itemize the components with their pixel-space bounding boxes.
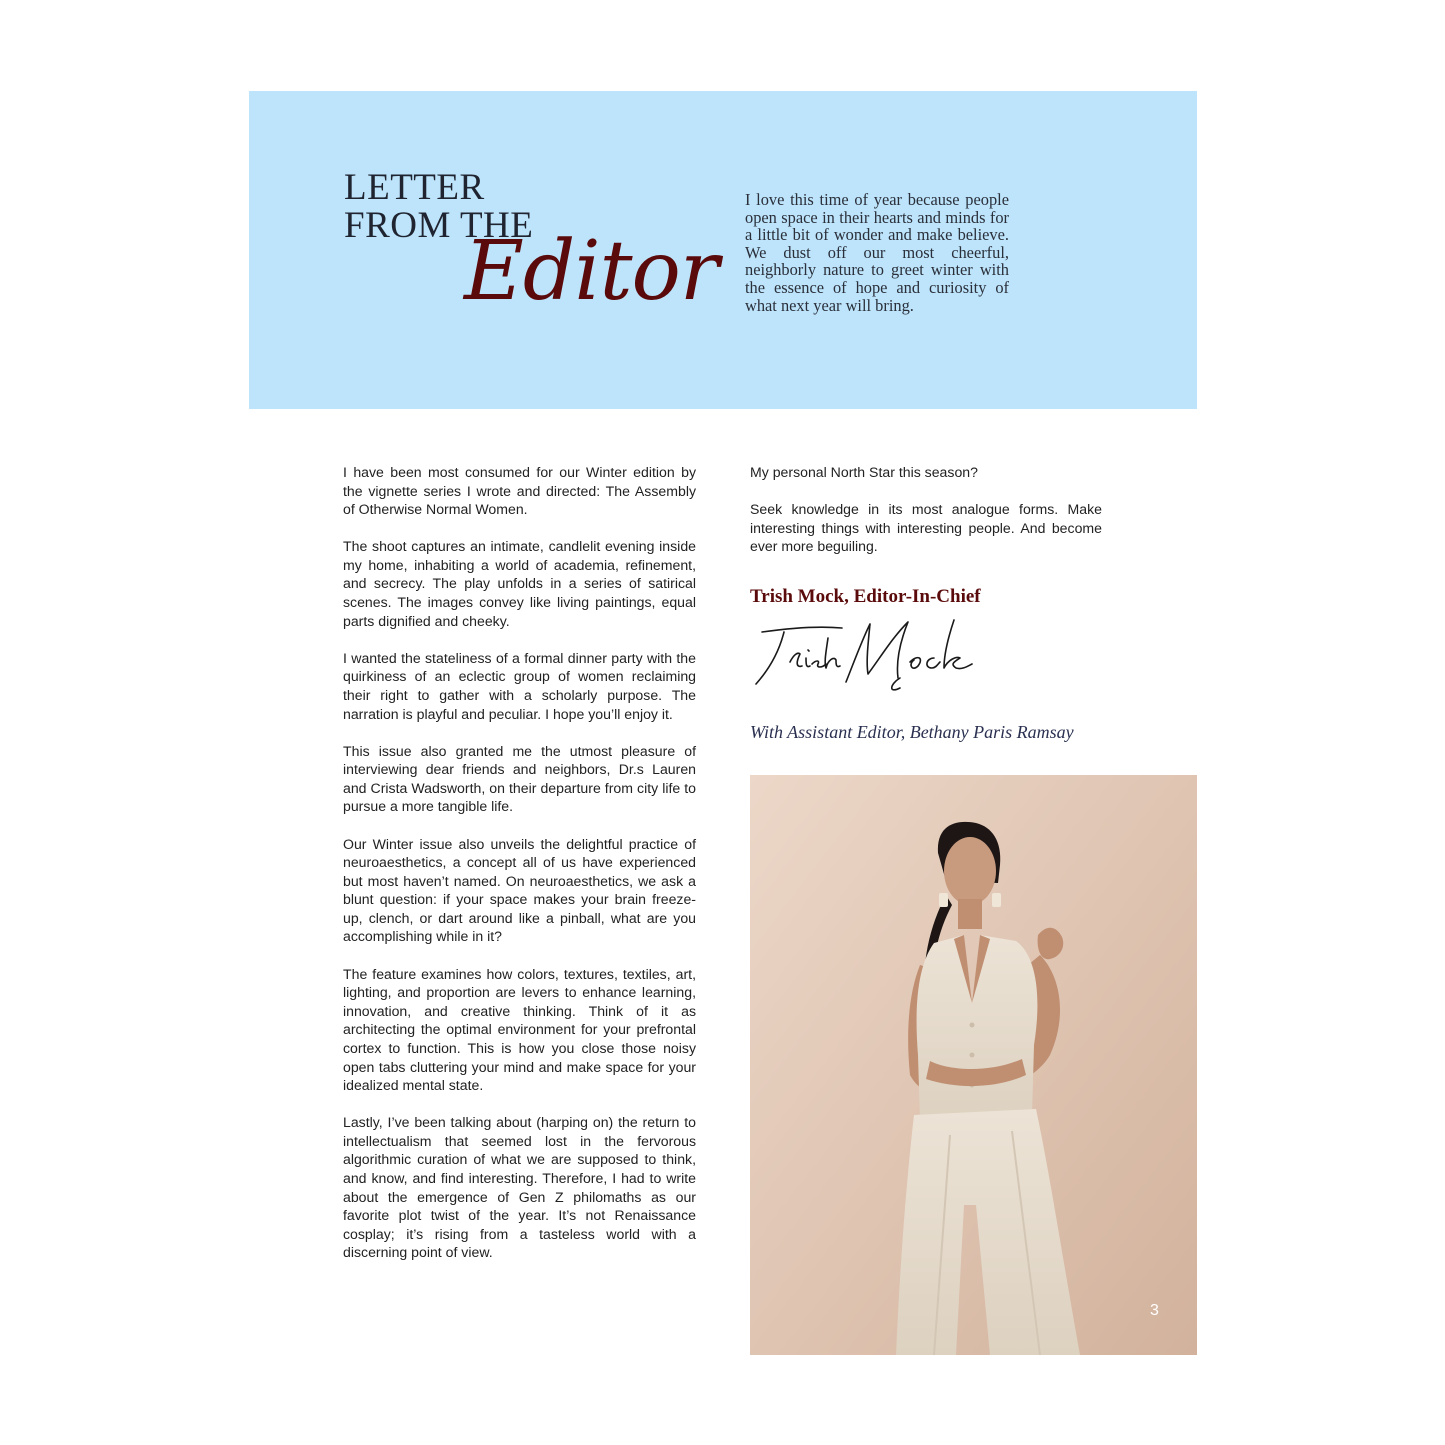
header-banner [249,91,1197,409]
title-line-from-the: FROM THE [344,205,534,246]
page-number: 3 [1150,1302,1159,1319]
body-paragraph: My personal North Star this season? [750,464,978,480]
assistant-editor-credit: With Assistant Editor, Bethany Paris Ramsay [750,722,1074,742]
body-paragraph: This issue also granted me the utmost pleasure of interviewing dear friends and neighbors, Dr.s Lauren and Crista Wadsworth, on their departure from city life to pursue a more tangible life. [343,742,696,815]
body-paragraph: I have been most consumed for our Winter edition by the vignette series I wrote and directed: The Assembly of Otherwise Normal Women. [343,464,696,518]
intro-paragraph: I love this time of year because people open space in their hearts and minds for a little bit of wonder and make believe. We dust off our most cheerful, neighborly nature to greet winter with the essence of hope and curiosity of what next year will bring. [745,190,1009,315]
title-script-editor: Editor [464,224,719,319]
body-paragraph: Our Winter issue also unveils the delightful practice of neuroaesthetics, a concept all of us have experienced but most haven’t named. On neuroaesthetics, we ask a blunt question: if your space makes your brain freeze-up, clench, or dart around like a pinball, what are you accomplishing while in it? [343,835,696,945]
portrait-illustration [750,775,1197,1355]
body-paragraph: The shoot captures an intimate, candlelit evening inside my home, inhabiting a world of academia, refinement, and secrecy. The play unfolds in a series of satirical scenes. The images convey like living paintings, equal parts dignified and cheeky. [343,538,696,629]
signature-image [750,618,980,698]
title-line-letter: LETTER [344,167,485,208]
body-paragraph: The feature examines how colors, textures, textiles, art, lighting, and proportion are levers to enhance learning, innovation, and creative thinking. Think of it as architecting the optimal environment for your prefrontal cortex to function. This is how you close those noisy open tabs cluttering your mind and make space for your idealized mental state. [343,965,696,1094]
editor-name-title: Trish Mock, Editor-In-Chief [750,586,981,607]
body-paragraph: Lastly, I’ve been talking about (harping on) the return to intellectualism that seemed lost in the fervorous algorithmic curation of what we are supposed to think, and know, and find interesting. Therefore, I had to write about the emergence of Gen Z philomaths as our favorite plot twist of the year. It’s not Renaissance cosplay; it’s rising from a tasteless world with a discerning point of view. [343,1114,696,1261]
editor-portrait-photo [750,775,1197,1355]
body-paragraph: Seek knowledge in its most analogue forms. Make interesting things with interesting people. And become ever more beguiling. [750,501,1102,555]
body-paragraph: I wanted the stateliness of a formal dinner party with the quirkiness of an eclectic group of women reclaiming their right to gather with a scholarly purpose. The narration is playful and peculiar. I hope you’ll enjoy it. [343,649,696,722]
body-left-column [343,463,696,1280]
body-right-column [750,463,1102,574]
